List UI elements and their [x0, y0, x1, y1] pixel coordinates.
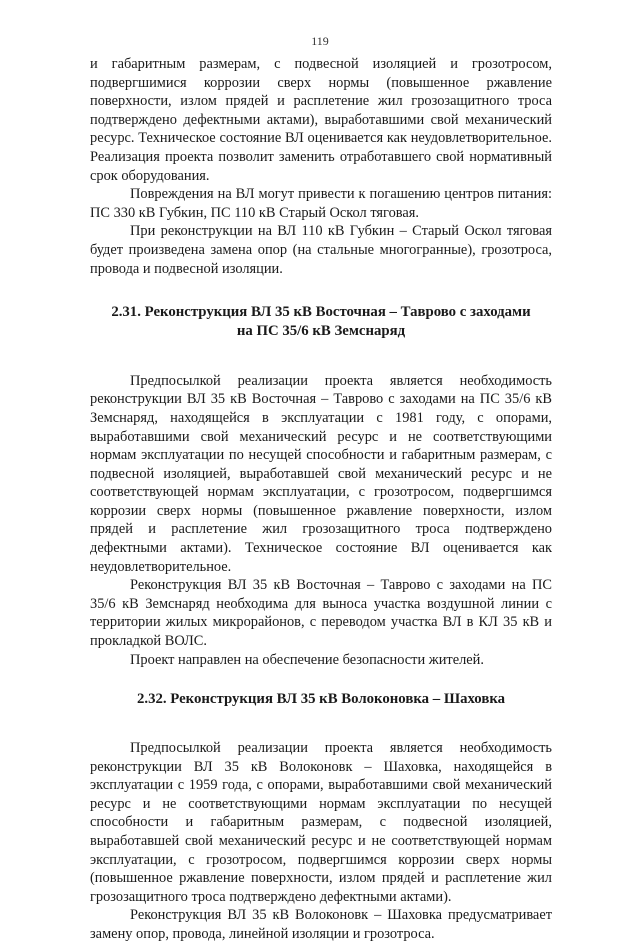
- page-number: 119: [311, 34, 329, 48]
- section-231-paragraph-3: Проект направлен на обеспечение безопасности жителей.: [130, 651, 484, 668]
- section-231-heading-line1: 2.31. Реконструкция ВЛ 35 кВ Восточная – Таврово с заходами: [111, 304, 531, 321]
- section-231-paragraph-2: Реконструкция ВЛ 35 кВ Восточная – Таврово с заходами на ПС 35/6 кВ Земснаряд необходима для выноса участка воздушной линии с территории жилых микрорайонов, с переводом участка ВЛ в КЛ 35 кВ и прокладкой ВОЛС.: [90, 577, 552, 650]
- section-231-paragraph-1: Предпосылкой реализации проекта является необходимость реконструкции ВЛ 35 кВ Восточная – Таврово с заходами на ПС 35/6 кВ Земснаряд, находящейся в эксплуатации с 1981 году, с опорами, выработавшими свой механический ресурс и не соответствующими нормам эксплуатации по несущей способности и габаритным размерам, с подвесной изоляцией, выработавшей свой механический ресурс и не соответствующей нормам эксплуатации, с грозотросом, подвергшимся коррозии сверх нормы (повышенное ржавление поверхности, излом прядей и расплетение жил грозозащитного троса подтверждено дефектными актами). Техническое состояние ВЛ оценивается как неудовлетворительное.: [90, 372, 552, 575]
- section-231-heading-line2: на ПС 35/6 кВ Земснаряд: [236, 322, 406, 339]
- intro-paragraph-3: При реконструкции на ВЛ 110 кВ Губкин – Старый Оскол тяговая будет произведена замена опор (на стальные многогранные), грозотроса, провода и подвесной изоляции.: [90, 223, 552, 277]
- section-232-paragraph-1: Предпосылкой реализации проекта является необходимость реконструкции ВЛ 35 кВ Волоконовк – Шаховка, находящейся в эксплуатации с 1959 года, с опорами, выработавшими свой механический ресурс и не соответствующими нормам эксплуатации по несущей способности и габаритным размерам, с подвесной изоляцией, выработавшей свой механический ресурс и не соответствующей нормам эксплуатации, с грозотросом, подвергшимся коррозии сверх нормы (повышенное ржавление поверхности, излом прядей и расплетение жил грозозащитного троса подтверждено дефектными актами).: [90, 740, 552, 905]
- section-232-paragraph-2: Реконструкция ВЛ 35 кВ Волоконовк – Шаховка предусматривает замену опор, провода, линейной изоляции и грозотроса.: [90, 907, 552, 942]
- intro-paragraph-1: и габаритным размерам, с подвесной изоляцией и грозотросом, подвергшимися коррозии сверх нормы (повышенное ржавление поверхности, излом прядей и расплетение жил грозозащитного троса подтверждено дефектными актами), выработавшими свой механический ресурс. Техническое состояние ВЛ оценивается как неудовлетворительное. Реализация проекта позволит заменить отработавшего свой нормативный срок оборудования.: [90, 56, 552, 184]
- page-content: [90, 55, 552, 944]
- section-231-heading: [90, 303, 552, 341]
- section-232-heading: 2.32. Реконструкция ВЛ 35 кВ Волоконовка – Шаховка: [136, 691, 506, 708]
- intro-paragraph-2: Повреждения на ВЛ могут привести к погашению центров питания: ПС 330 кВ Губкин, ПС 110 кВ Старый Оскол тяговая.: [90, 186, 552, 221]
